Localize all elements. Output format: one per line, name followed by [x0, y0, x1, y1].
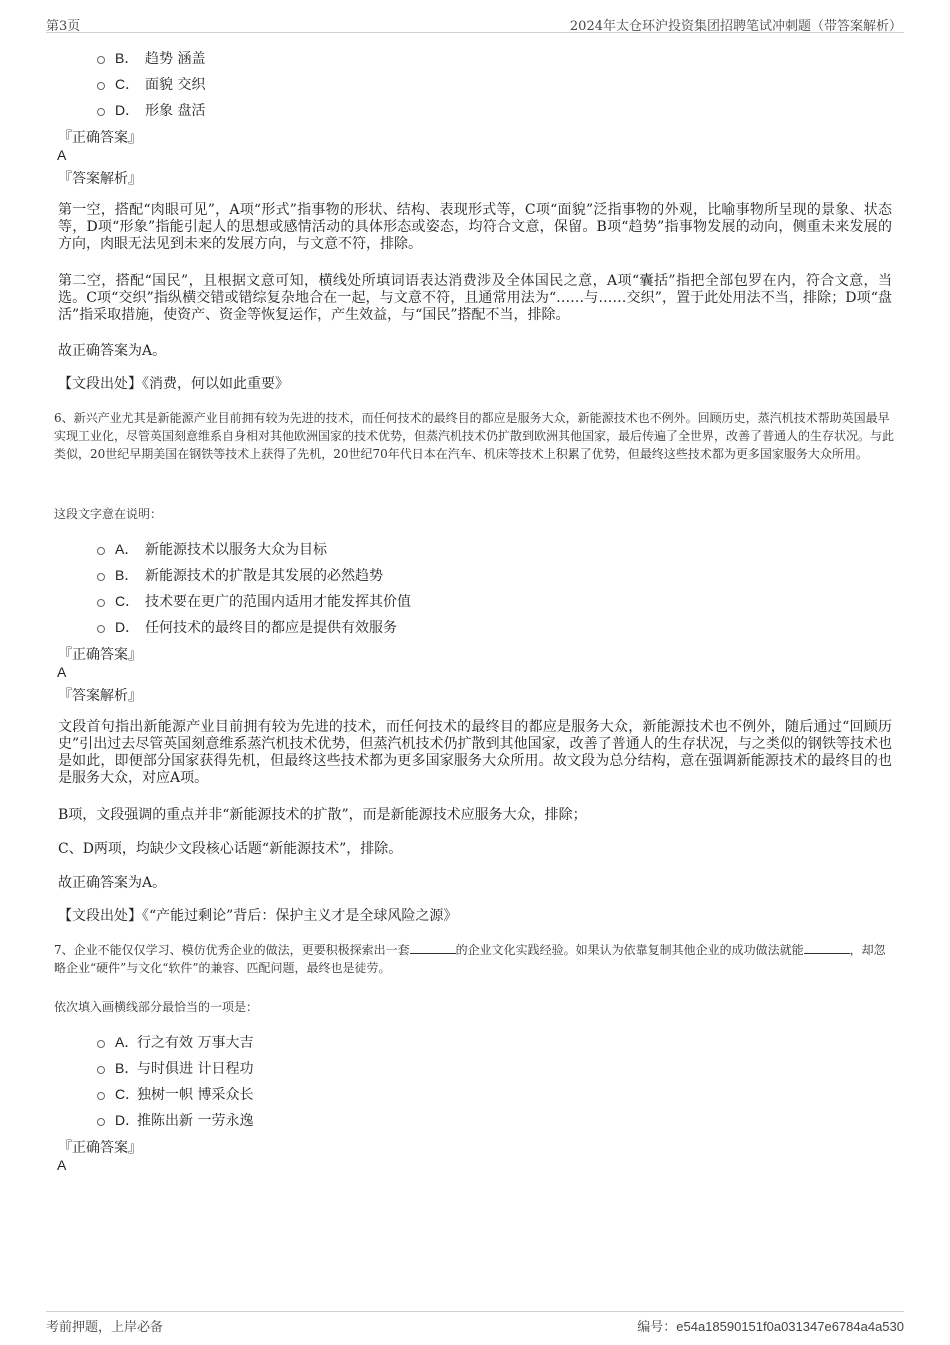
radio-icon[interactable] — [97, 573, 105, 581]
q6-option-d[interactable]: D． 任何技术的最终目的都应是提供有效服务 — [97, 617, 397, 637]
q6-prompt: 这段文字意在说明： — [54, 507, 163, 521]
q5-answer: A — [57, 147, 67, 163]
q7-option-d[interactable]: D． 推陈出新 一劳永逸 — [97, 1110, 253, 1130]
q5-option-c[interactable]: C． 面貌 交织 — [97, 74, 205, 94]
q6-source: 【文段出处】《“产能过剩论”背后：保护主义才是全球风险之源》 — [58, 908, 458, 924]
q7-answer: A — [57, 1157, 67, 1173]
q7-prompt: 依次填入画横线部分最恰当的一项是： — [54, 1000, 259, 1014]
q6-answer: A — [57, 664, 67, 680]
q5-analysis-para-2: 第二空，搭配“国民”，且根据文意可知，横线处所填词语表达消费涉及全体国民之意，A项“囊括”指把全部包罗在内，符合文意，当选。C项“交织”指纵横交错或错综复杂地合在一起，与文意不符，且通常用法为“……与……交织”，置于此处用法不当，排除；D项“盘活”指采取措施，使资产、资金等恢复运作，产生效益，与“国民”搭配不当，排除。 — [58, 273, 892, 323]
q5-source: 【文段出处】《消费，何以如此重要》 — [58, 376, 289, 392]
document-id: 编号：e54a18590151f0a031347e6784a4a530 — [637, 1319, 904, 1334]
radio-icon[interactable] — [97, 547, 105, 555]
q6-conclusion: 故正确答案为A。 — [58, 875, 167, 891]
q6-option-a[interactable]: A． 新能源技术以服务大众为目标 — [97, 539, 327, 559]
q6-question-text: 6、新兴产业尤其是新能源产业目前拥有较为先进的技术，而任何技术的最终目的都应是服务大众，新能源技术也不例外。回顾历史，蒸汽机技术帮助英国最早实现工业化，尽管英国刻意维系自身相对其他欧洲国家的技术优势，但蒸汽机技术仍扩散到欧洲其他国家，最后传遍了全世界，改善了普通人的生存状况。与此类似，20世纪早期美国在钢铁等技术上获得了先机，20世纪70年代日本在汽车、机床等技术上积累了优势，但最终这些技术都为更多国家服务大众所用。 — [54, 411, 895, 461]
radio-icon[interactable] — [97, 1118, 105, 1126]
radio-icon[interactable] — [97, 1066, 105, 1074]
q6-analysis-para-2: B项，文段强调的重点并非“新能源技术的扩散”，而是新能源技术应服务大众，排除； — [58, 807, 587, 823]
q6-analysis-para-3: C、D两项，均缺少文段核心话题“新能源技术”，排除。 — [58, 841, 403, 857]
footer-slogan: 考前押题，上岸必备 — [46, 1320, 164, 1335]
radio-icon[interactable] — [97, 108, 105, 116]
q7-option-a[interactable]: A． 行之有效 万事大吉 — [97, 1032, 253, 1052]
q5-conclusion: 故正确答案为A。 — [58, 343, 167, 359]
q6-analysis-para-1: 文段首句指出新能源产业目前拥有较为先进的技术，而任何技术的最终目的都应是服务大众，新能源技术也不例外，随后通过“回顾历史”引出过去尽管英国刻意维系蒸汽机技术优势，但蒸汽机技术仍扩散到其他国家，改善了普通人的生存状况，与之类似的钢铁等技术也是如此，即便部分国家获得先机，但最终这些技术都为更多国家服务大众所用。故文段为总分结构，意在强调新能源技术的最终目的也是服务大众，对应A项。 — [58, 719, 892, 786]
q5-option-d[interactable]: D． 形象 盘活 — [97, 100, 205, 120]
q5-analysis-para-1: 第一空，搭配“肉眼可见”，A项“形式”指事物的形状、结构、表现形式等，C项“面貌”泛指事物的外观，比喻事物所呈现的景象、状态等，D项“形象”指能引起人的思想或感情活动的具体形态或姿态，均符合文意，保留。B项“趋势”指事物发展的动向，侧重未来发展的方向，肉眼无法见到未来的发展方向，与文意不符，排除。 — [58, 202, 892, 252]
radio-icon[interactable] — [97, 599, 105, 607]
page-footer — [46, 1311, 904, 1336]
q6-answer-label: 『正确答案』 — [58, 647, 142, 663]
q7-option-c[interactable]: C． 独树一帜 博采众长 — [97, 1084, 253, 1104]
q7-option-b[interactable]: B． 与时俱进 计日程功 — [97, 1058, 253, 1078]
page-number: 第3页 — [46, 19, 81, 34]
blank-line — [804, 941, 850, 954]
q7-answer-label: 『正确答案』 — [58, 1140, 142, 1156]
radio-icon[interactable] — [97, 625, 105, 633]
q6-option-b[interactable]: B． 新能源技术的扩散是其发展的必然趋势 — [97, 565, 383, 585]
radio-icon[interactable] — [97, 56, 105, 64]
radio-icon[interactable] — [97, 82, 105, 90]
q6-option-c[interactable]: C． 技术要在更广的范围内适用才能发挥其价值 — [97, 591, 411, 611]
q5-option-b[interactable]: B． 趋势 涵盖 — [97, 48, 205, 68]
q6-analysis-label: 『答案解析』 — [58, 688, 142, 704]
radio-icon[interactable] — [97, 1092, 105, 1100]
q7-question-text: 7、企业不能仅仅学习、模仿优秀企业的做法，更要积极探索出一套 的企业文化实践经验。如果认为依靠复制其他企业的成功做法就能 ，却忽略企业“硬件”与文化“软件”的兼容、匹配问题，最终也是徒劳。 — [54, 943, 886, 975]
blank-line — [410, 941, 456, 954]
page-header — [46, 14, 904, 33]
q5-answer-label: 『正确答案』 — [58, 130, 142, 146]
q5-analysis-label: 『答案解析』 — [58, 171, 142, 187]
radio-icon[interactable] — [97, 1040, 105, 1048]
document-title: 2024年太仓环沪投资集团招聘笔试冲刺题（带答案解析） — [569, 19, 902, 34]
